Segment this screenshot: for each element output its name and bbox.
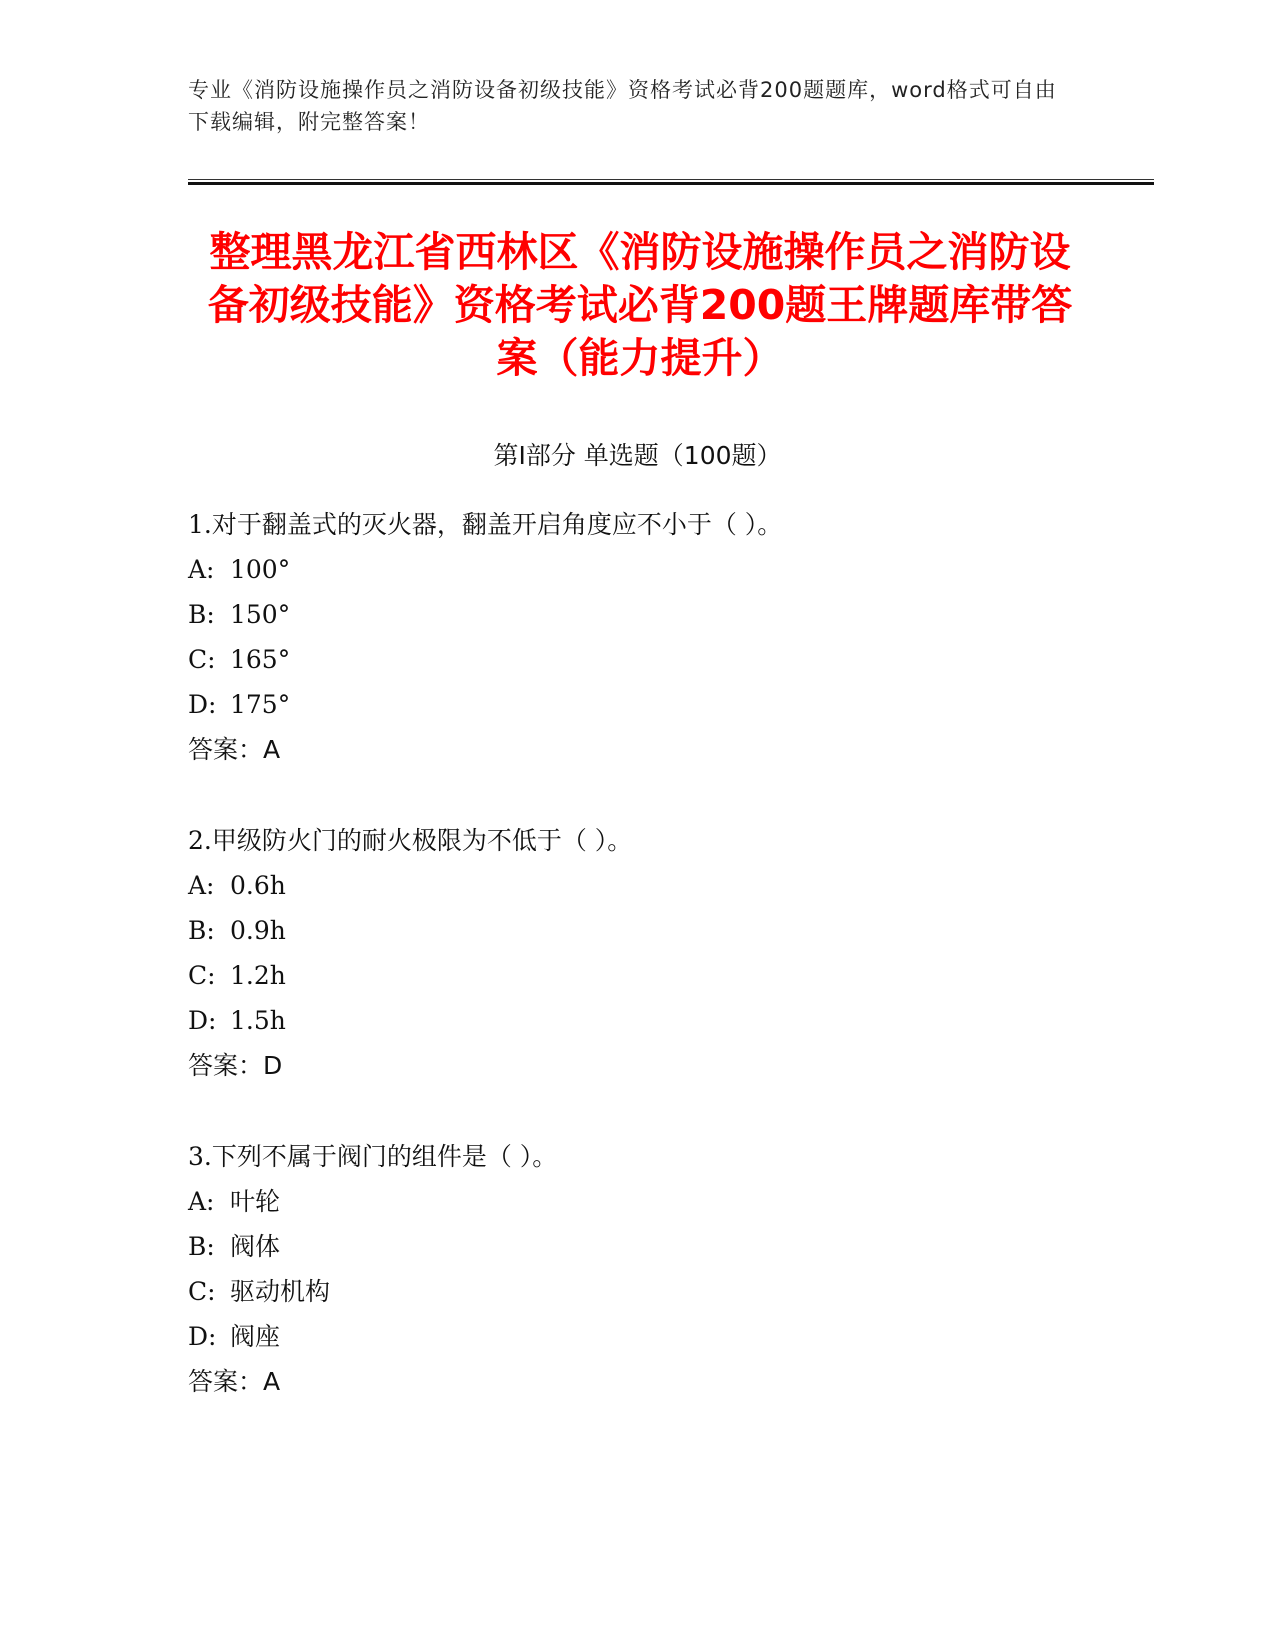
option-letter: C: [188,961,216,990]
option-letter: D: [188,1322,217,1351]
option-a [188,863,1128,908]
header-note: 专业《消防设施操作员之消防设备初级技能》资格考试必背200题题库，word格式可自由下载编辑，附完整答案！ [188,78,1057,134]
question-text: 1.对于翻盖式的灭火器，翻盖开启角度应不小于（ ）。 [188,510,783,539]
option-letter: D: [188,1006,217,1035]
option-d [188,682,1128,727]
document-title: 整理黑龙江省西林区《消防设施操作员之消防设备初级技能》资格考试必背200题王牌题库带答案（能力提升） [207,228,1073,382]
option-letter: B: [188,916,215,945]
option-letter: A: [188,555,215,584]
option-text: 150° [230,600,291,629]
option-text: 0.6h [230,871,286,900]
header-divider-thin [188,179,1154,180]
header-divider-thick [188,182,1154,185]
option-text: 叶轮 [230,1187,281,1216]
answer-line: 答案：D [188,1051,283,1080]
question-text: 3.下列不属于阀门的组件是（ ）。 [188,1142,558,1171]
question-1 [188,502,1128,772]
option-letter: A: [188,1187,215,1216]
option-letter: C: [188,645,216,674]
option-text: 175° [230,690,291,719]
section-heading: 第Ⅰ部分 单选题（100题） [493,441,782,470]
option-text: 100° [230,555,291,584]
option-b [188,592,1128,637]
option-c [188,637,1128,682]
option-b [188,908,1128,953]
option-text: 1.5h [230,1006,286,1035]
option-letter: B: [188,600,215,629]
option-c [188,953,1128,998]
question-3 [188,1134,1128,1404]
option-d [188,998,1128,1043]
option-c [188,1269,1128,1314]
option-text: 阀体 [230,1232,281,1261]
option-b [188,1224,1128,1269]
option-letter: B: [188,1232,215,1261]
option-a [188,547,1128,592]
option-a [188,1179,1128,1224]
option-d [188,1314,1128,1359]
answer-line: 答案：A [188,735,281,764]
option-text: 165° [230,645,291,674]
option-letter: D: [188,690,217,719]
option-text: 驱动机构 [230,1277,331,1306]
question-2 [188,818,1128,1088]
option-letter: C: [188,1277,216,1306]
question-text: 2.甲级防火门的耐火极限为不低于（ ）。 [188,826,633,855]
answer-line: 答案：A [188,1367,281,1396]
option-text: 0.9h [230,916,286,945]
option-letter: A: [188,871,215,900]
option-text: 阀座 [230,1322,281,1351]
option-text: 1.2h [230,961,286,990]
